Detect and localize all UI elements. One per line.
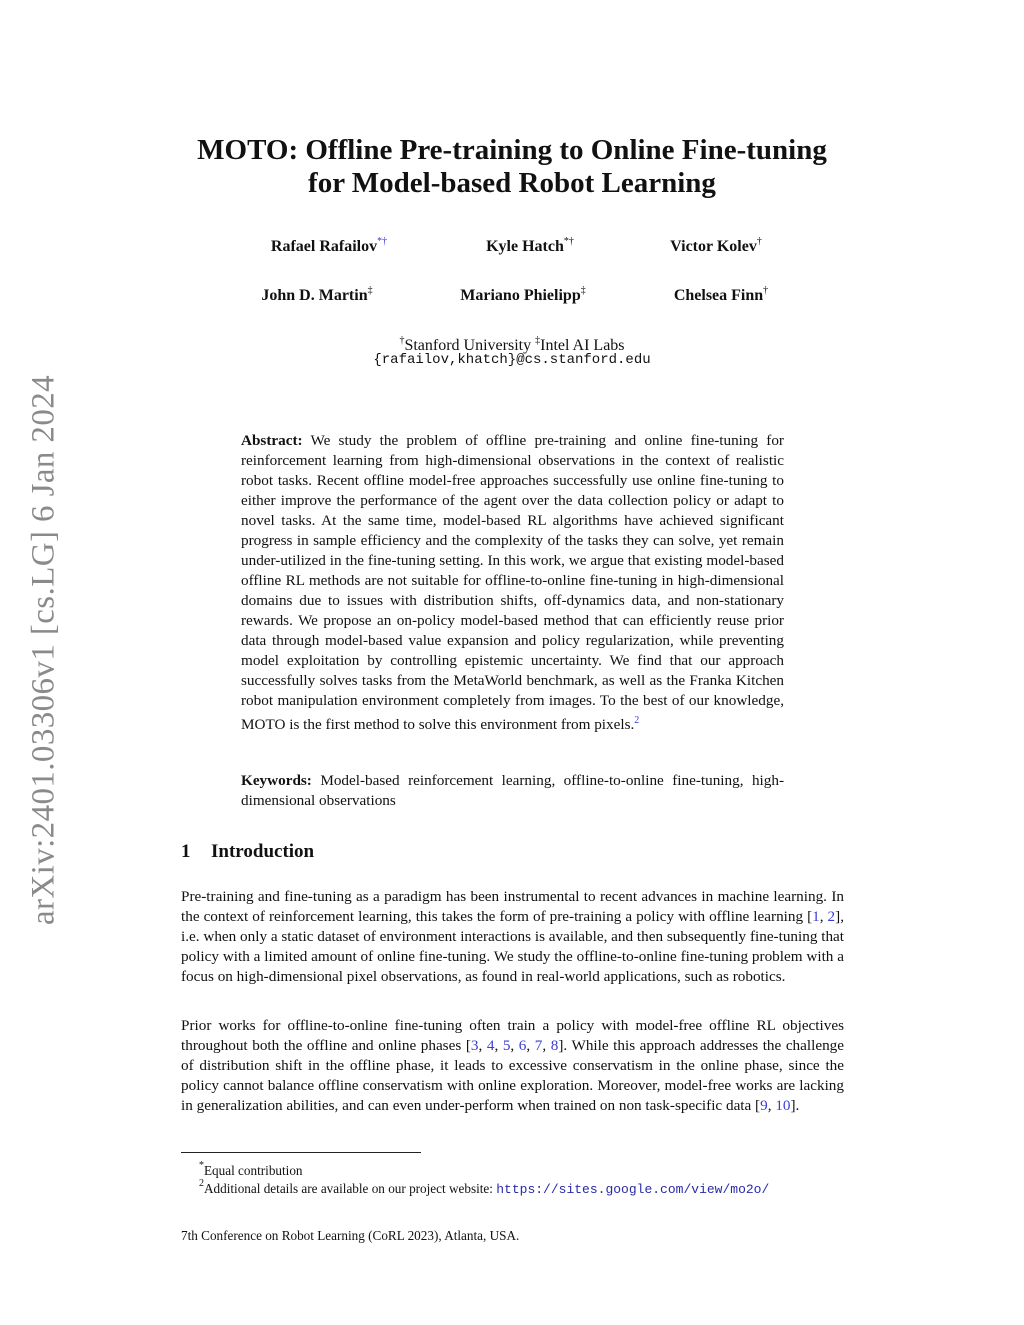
abstract	[241, 431, 784, 735]
author-4	[197, 285, 437, 305]
author-name: Mariano Phielipp	[460, 287, 581, 304]
author-marks: †	[756, 236, 762, 247]
author-name: John D. Martin	[261, 287, 368, 304]
intro-paragraph-1: Pre-training and fine-tuning as a paradigm has been instrumental to recent advances in machine learning. In the context of reinforcement learning, this takes the form of pre-training a policy with offline learning [1, 2], i.e. when only a static dataset of environment interactions is available, and then subsequently fine-tuning that policy with a limited amount of online fine-tuning. We study the offline-to-online fine-tuning problem with a focus on high-dimensional pixel observations, as found in real-world applications, such as robotics.	[181, 888, 844, 985]
affiliation-intel: Intel AI Labs	[540, 337, 625, 354]
footnote-2	[199, 1175, 769, 1198]
footnote-divider	[181, 1152, 421, 1153]
author-marks: *†	[563, 236, 574, 247]
paragraph-text: Pre-training and fine-tuning as a paradigm has been instrumental to recent advances in machine learning. In the context of reinforcement learning, this takes the form of pre-training a policy with offline learning [	[181, 888, 844, 925]
project-website-link[interactable]: https://sites.google.com/view/mo2o/	[496, 1182, 770, 1197]
affiliation-mark: ‡	[535, 335, 541, 346]
citation-link[interactable]: 2	[827, 908, 836, 925]
intro-paragraph-2: Prior works for offline-to-online fine-tuning often train a policy with model-free offline RL objectives throughout both the offline and online phases [3, 4, 5, 6, 7, 8]. While this approach addresses the challenge of distribution shift in the offline phase, it leads to excessive conservatism in the online phase, since the policy cannot balance offline conservatism with online exploration. Moreover, model-free works are lacking in generalization abilities, and can even under-perform when trained on non task-specific data [9, 10].	[181, 1017, 845, 1114]
conference-venue: 7th Conference on Robot Learning (CoRL 2023), Atlanta, USA.	[181, 1228, 520, 1243]
author-3	[596, 236, 836, 256]
section-title: Introduction	[211, 841, 315, 862]
citation-link[interactable]: 4	[486, 1037, 495, 1054]
citation-link[interactable]: 10	[775, 1097, 791, 1114]
keywords	[241, 771, 784, 811]
author-name: Chelsea Finn	[673, 287, 764, 304]
footnote-mark: *	[199, 1160, 204, 1171]
abstract-label: Abstract:	[241, 432, 303, 449]
citation-link[interactable]: 5	[502, 1037, 511, 1054]
citation-link[interactable]: 3	[470, 1037, 479, 1054]
paragraph-text: ], i.e. when only a static dataset of environment interactions is available, and then subsequently fine-tuning that policy with a limited amount of online fine-tuning. We study the offline-to-online fine-tuning problem with a focus on high-dimensional pixel observations, as found in real-world applications, such as robotics.	[181, 908, 844, 985]
keywords-label: Keywords:	[241, 772, 312, 789]
author-name: Victor Kolev	[670, 238, 757, 255]
paragraph-text: Prior works for offline-to-online fine-tuning often train a policy with model-free offline RL objectives throughout both the offline and online phases [	[181, 1017, 844, 1054]
footnote-text: Additional details are available on our project website:	[204, 1181, 497, 1196]
paper-title	[150, 134, 874, 200]
affiliation-mark: †	[399, 335, 405, 346]
affiliation-stanford: Stanford University	[404, 337, 536, 354]
author-name: Kyle Hatch	[486, 238, 564, 255]
keywords-text: Model-based reinforcement learning, offline-to-online fine-tuning, high-dimensional observations	[241, 772, 785, 809]
citation-link[interactable]: 1	[812, 908, 820, 925]
author-name: Rafael Rafailov	[270, 238, 378, 255]
footnote-ref-2[interactable]: 2	[634, 715, 640, 726]
author-marks: *†	[377, 236, 388, 247]
citation-link[interactable]: 7	[534, 1037, 543, 1054]
footnote-text: Equal contribution	[204, 1163, 303, 1178]
paragraph-text: ]. While this approach addresses the challenge of distribution shift in the offline phase, it leads to excessive conservatism in the online phase, since the policy cannot balance offline conservatism with online exploration. Moreover, model-free works are lacking in generalization abilities, and can even under-perform when trained on non task-specific data [	[181, 1037, 845, 1114]
section-number: 1	[181, 841, 191, 862]
paragraph-text: ].	[790, 1097, 800, 1114]
title-line-1: MOTO: Offline Pre-training to Online Fine-tuning	[197, 134, 827, 166]
title-line-2: for Model-based Robot Learning	[308, 167, 716, 199]
footnote-mark: 2	[199, 1178, 204, 1189]
citation-link[interactable]: 6	[518, 1037, 527, 1054]
author-marks: ‡	[580, 285, 586, 296]
author-6	[601, 285, 841, 305]
citation-link[interactable]: 8	[550, 1037, 559, 1054]
section-heading-introduction	[181, 841, 314, 863]
citation-link[interactable]: 9	[760, 1097, 768, 1114]
abstract-text: We study the problem of offline pre-training and online fine-tuning for reinforcement learning from high-dimensional observations in the context of realistic robot tasks. Recent offline model-free approaches successfully use online fine-tuning to either improve the performance of the agent over the data collection policy or adapt to novel tasks. At the same time, model-based RL algorithms have achieved significant progress in sample efficiency and the complexity of the tasks they can solve, yet remain under-utilized in the fine-tuning setting. In this work, we argue that existing model-based offline RL methods are not suitable for offline-to-online fine-tuning in high-dimensional domains due to issues with distribution shifts, off-dynamics data, and non-stationary rewards. We propose an on-policy model-based method that can efficiently reuse prior data through model-based value expansion and policy regularization, while preventing model exploitation by controlling epistemic uncertainty. We find that our approach successfully solves tasks from the MetaWorld benchmark, as well as the Franka Kitchen robot manipulation environment completely from images. To the best of our knowledge, MOTO is the first method to solve this environment from pixels.	[241, 432, 784, 734]
contact-email: {rafailov,khatch}@cs.stanford.edu	[373, 352, 651, 368]
arxiv-identifier: arXiv:2401.03306v1 [cs.LG] 6 Jan 2024	[25, 374, 62, 926]
author-marks: ‡	[367, 285, 373, 296]
author-marks: †	[763, 285, 769, 296]
